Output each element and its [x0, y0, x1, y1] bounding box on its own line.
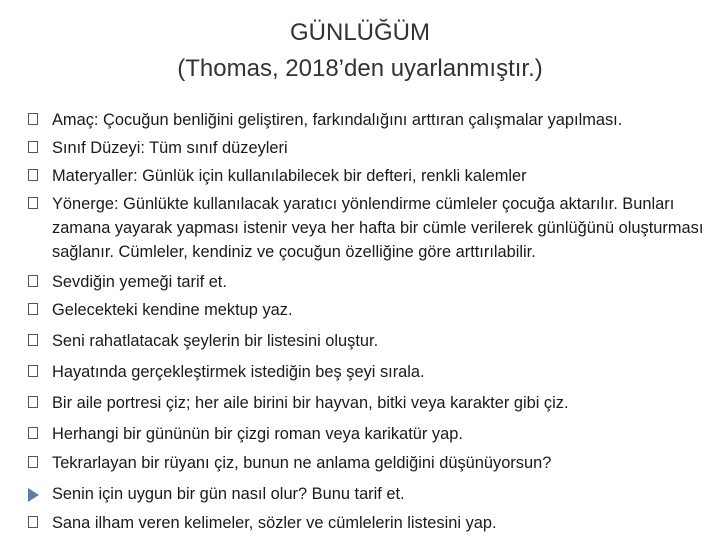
bullet-text: Seni rahatlatacak şeylerin bir listesini oluştur. [52, 332, 379, 350]
bullet-text: Tekrarlayan bir rüyanı çiz, bunun ne anlama geldiğini düşünüyorsun? [52, 454, 552, 472]
square-bullet-icon [28, 141, 38, 153]
bullet-item-grade-level [28, 136, 718, 160]
bullet-item-prompt [28, 391, 718, 415]
square-bullet-icon [28, 365, 38, 377]
bullet-item-prompt [28, 482, 718, 506]
square-bullet-icon [28, 275, 38, 287]
bullet-text: Bir aile portresi çiz; her aile birini bir hayvan, bitki veya karakter gibi çiz. [52, 394, 569, 412]
bullet-text: Hayatında gerçekleştirmek istediğin beş şeyi sırala. [52, 363, 425, 381]
square-bullet-icon [28, 516, 38, 528]
play-triangle-icon [28, 488, 39, 502]
square-bullet-icon [28, 334, 38, 346]
square-bullet-icon [28, 169, 38, 181]
bullet-item-prompt [28, 270, 718, 294]
bullet-list [28, 108, 718, 535]
bullet-item-materials [28, 164, 718, 188]
bullet-text: Materyaller: Günlük için kullanılabilecek bir defteri, renkli kalemler [52, 167, 527, 185]
bullet-text: Yönerge: Günlükte kullanılacak yaratıcı yönlendirme cümleler çocuğa aktarılır. Bunları zamana yayarak yapması istenir veya her hafta bir cümle verilerek günlüğünü oluşturması sağlanır. Cümleler, kendiniz ve çocuğun özelliğine göre arttırılabilir. [52, 195, 704, 261]
bullet-item-aim [28, 108, 718, 132]
square-bullet-icon [28, 197, 38, 209]
bullet-text: Gelecekteki kendine mektup yaz. [52, 301, 293, 319]
bullet-item-prompt [28, 422, 718, 446]
bullet-text: Herhangi bir gününün bir çizgi roman veya karikatür yap. [52, 425, 463, 443]
bullet-text: Amaç: Çocuğun benliğini geliştiren, farkındalığını arttıran çalışmalar yapılması. [52, 111, 623, 129]
square-bullet-icon [28, 113, 38, 125]
bullet-item-instructions [28, 192, 718, 264]
square-bullet-icon [28, 456, 38, 468]
bullet-item-prompt [28, 329, 718, 353]
bullet-item-prompt [28, 511, 718, 535]
bullet-text: Senin için uygun bir gün nasıl olur? Bunu tarif et. [52, 485, 405, 503]
bullet-item-prompt [28, 298, 718, 322]
slide-title [0, 18, 720, 84]
title-main: GÜNLÜĞÜM [289, 19, 430, 46]
square-bullet-icon [28, 303, 38, 315]
bullet-text: Sınıf Düzeyi: Tüm sınıf düzeyleri [52, 139, 288, 157]
bullet-text: Sana ilham veren kelimeler, sözler ve cümlelerin listesini yap. [52, 514, 497, 532]
title-subtitle: (Thomas, 2018’den uyarlanmıştır.) [177, 55, 543, 82]
square-bullet-icon [28, 396, 38, 408]
square-bullet-icon [28, 427, 38, 439]
bullet-text: Sevdiğin yemeği tarif et. [52, 273, 227, 291]
bullet-item-prompt [28, 451, 718, 475]
bullet-item-prompt [28, 360, 718, 384]
